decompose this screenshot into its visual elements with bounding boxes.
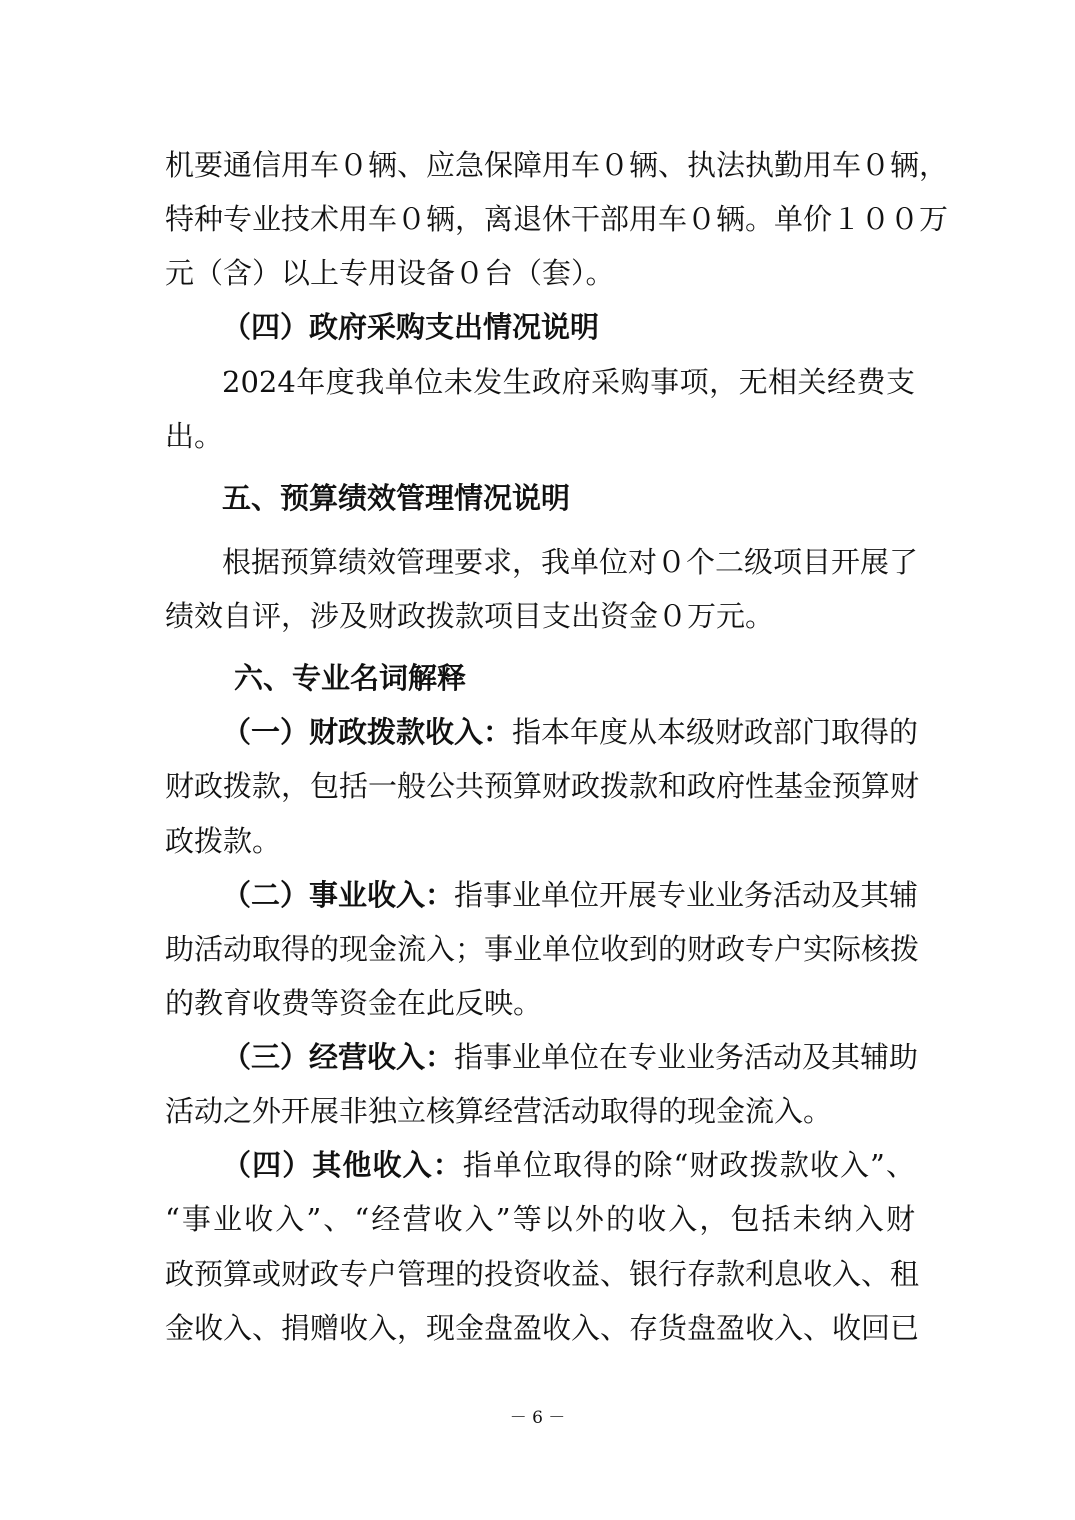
- term-3-line-1: [222, 1040, 919, 1074]
- term-1-line-3: 政拨款。: [165, 824, 282, 858]
- term-4-label: （四）其他收入：: [222, 1148, 463, 1182]
- term-3-line-2: 活动之外开展非独立核算经营活动取得的现金流入。: [165, 1094, 833, 1128]
- term-4-line-4: 金收入、捐赠收入，现金盘盈收入、存货盘盈收入、收回已: [165, 1311, 920, 1345]
- vehicles-line-3: 元（含）以上专用设备０台（套）。: [165, 256, 615, 290]
- procurement-line-1: 2024年度我单位未发生政府采购事项，无相关经费支: [222, 365, 915, 399]
- term-4-line-3: 政预算或财政专户管理的投资收益、银行存款利息收入、租: [165, 1257, 920, 1291]
- term-4-text: 指单位取得的除“财政拨款收入”、: [462, 1148, 915, 1182]
- term-3-text: 指事业单位在专业业务活动及其辅助: [454, 1040, 919, 1074]
- term-1-line-1: [222, 715, 919, 749]
- term-2-line-2: 助活动取得的现金流入；事业单位收到的财政专户实际核拨: [165, 932, 920, 966]
- term-2-line-1: [222, 878, 919, 912]
- performance-line-2: 绩效自评，涉及财政拨款项目支出资金０万元。: [165, 599, 775, 633]
- term-1-label: （一）财政拨款收入：: [222, 715, 513, 749]
- term-4-line-2: “事业收入”、“经营收入”等以外的收入，包括未纳入财: [165, 1202, 915, 1236]
- term-3-label: （三）经营收入：: [222, 1040, 455, 1074]
- performance-heading: 五、预算绩效管理情况说明: [222, 481, 571, 515]
- term-2-line-3: 的教育收费等资金在此反映。: [165, 986, 543, 1020]
- procurement-heading: （四）政府采购支出情况说明: [222, 310, 600, 344]
- vehicles-line-2: 特种专业技术用车０辆，离退休干部用车０辆。单价１００万: [165, 202, 949, 236]
- procurement-line-2: 出。: [165, 419, 224, 453]
- terms-heading: 六、专业名词解释: [234, 661, 467, 695]
- term-2-label: （二）事业收入：: [222, 878, 455, 912]
- performance-line-1: 根据预算绩效管理要求，我单位对０个二级项目开展了: [222, 545, 919, 579]
- term-2-text: 指事业单位开展专业业务活动及其辅: [454, 878, 919, 912]
- term-1-text: 指本年度从本级财政部门取得的: [512, 715, 919, 749]
- vehicles-line-1: 机要通信用车０辆、应急保障用车０辆、执法执勤用车０辆，: [165, 148, 949, 182]
- term-1-line-2: 财政拨款，包括一般公共预算财政拨款和政府性基金预算财: [165, 769, 920, 803]
- page-number: － 6 －: [509, 1408, 566, 1428]
- term-4-line-1: [222, 1148, 915, 1182]
